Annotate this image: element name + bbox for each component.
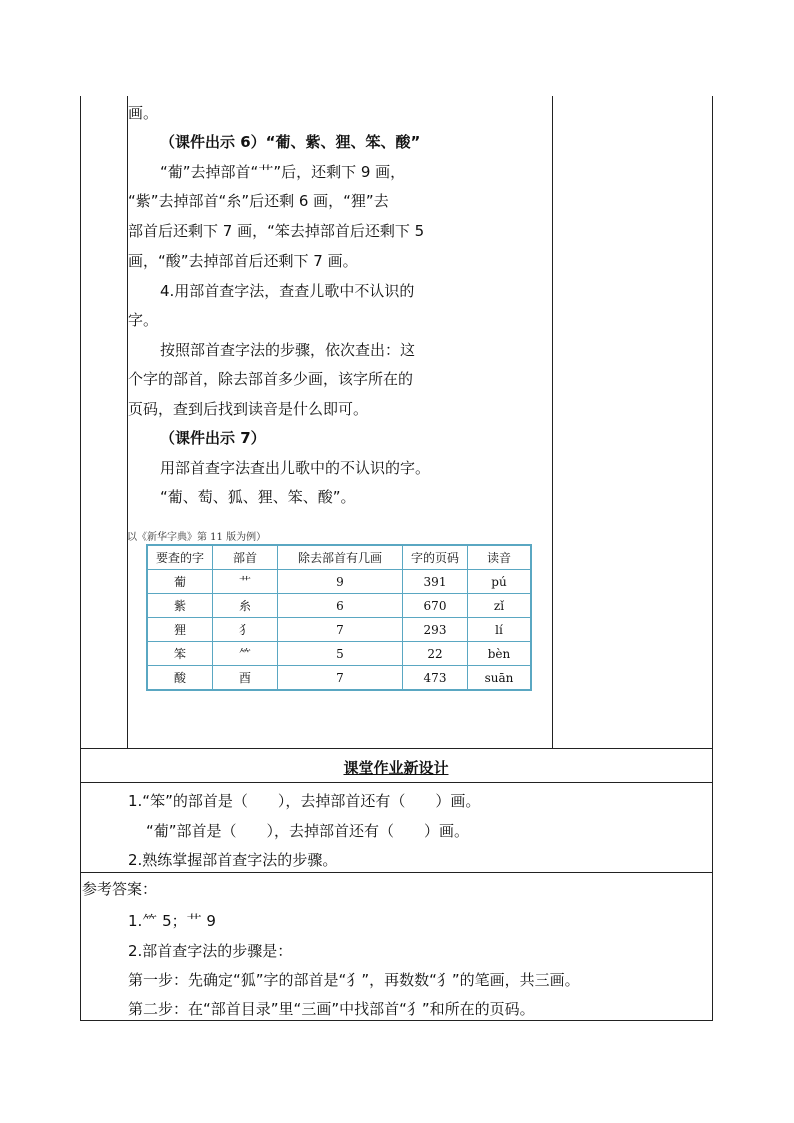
table-cell: 艹 — [213, 570, 278, 594]
answers-label: 参考答案： — [82, 880, 158, 898]
table-cell: bèn — [468, 642, 532, 666]
table-header: 要查的字 — [147, 545, 213, 570]
homework-title-text: 课堂作业新设计 — [343, 759, 449, 777]
table-cell: zǐ — [468, 594, 532, 618]
dictionary-table — [146, 544, 532, 691]
table-caption: 以《新华字典》第 11 版为例） — [127, 532, 267, 543]
homework-question-1b: “葡”部首是（ ），去掉部首还有（ ）画。 — [146, 822, 470, 840]
table-cell: 473 — [403, 666, 468, 691]
table-cell: 670 — [403, 594, 468, 618]
table-cell: ⺮ — [213, 642, 278, 666]
frame-right-border — [712, 96, 713, 1020]
table-row — [147, 642, 531, 666]
frame-left-border — [80, 96, 81, 1020]
table-cell: suān — [468, 666, 532, 691]
answer-2: 2.部首查字法的步骤是： — [128, 942, 293, 960]
table-cell: 糸 — [213, 594, 278, 618]
table-row — [147, 570, 531, 594]
lesson-line: 按照部首查字法的步骤，依次查出：这 — [160, 341, 416, 359]
table-cell: 7 — [278, 618, 403, 642]
lesson-line: 个字的部首，除去部首多少画，该字所在的 — [128, 370, 414, 388]
lesson-line: “葡”去掉部首“艹”后，还剩下 9 画， — [160, 163, 406, 181]
table-cell: 9 — [278, 570, 403, 594]
row-divider-top — [80, 748, 713, 749]
table-cell: 7 — [278, 666, 403, 691]
table-cell: 酉 — [213, 666, 278, 691]
table-cell: 犭 — [213, 618, 278, 642]
table-row — [147, 666, 531, 691]
table-cell: 293 — [403, 618, 468, 642]
answer-step-2: 第二步：在“部首目录”里“三画”中找部首“犭”和所在的页码。 — [128, 1000, 535, 1018]
lesson-line: 字。 — [128, 311, 159, 329]
table-header: 字的页码 — [403, 545, 468, 570]
lesson-line: “紫”去掉部首“糸”后还剩 6 画，“狸”去 — [128, 192, 389, 210]
table-header-row — [147, 545, 531, 570]
table-cell: 6 — [278, 594, 403, 618]
frame-bottom-border — [80, 1020, 713, 1021]
homework-question-1: 1.“笨”的部首是（ ），去掉部首还有（ ）画。 — [128, 792, 481, 810]
table-cell: lí — [468, 618, 532, 642]
table-row — [147, 618, 531, 642]
table-header: 部首 — [213, 545, 278, 570]
lesson-line: 部首后还剩下 7 画，“笨去掉部首后还剩下 5 — [128, 222, 425, 240]
table-cell: 葡 — [147, 570, 213, 594]
answer-1: 1.⺮ 5；艹 9 — [128, 912, 216, 930]
table-cell: 22 — [403, 642, 468, 666]
homework-question-2: 2.熟练掌握部首查字法的步骤。 — [128, 851, 338, 869]
homework-title — [80, 757, 712, 778]
column-divider-2 — [552, 96, 553, 748]
lesson-line: 画。 — [128, 104, 159, 122]
table-header: 除去部首有几画 — [278, 545, 403, 570]
table-cell: 紫 — [147, 594, 213, 618]
table-cell: pú — [468, 570, 532, 594]
lesson-line: 用部首查字法查出儿歌中的不认识的字。 — [160, 459, 431, 477]
table-cell: 391 — [403, 570, 468, 594]
row-divider-answers — [80, 872, 713, 873]
table-cell: 5 — [278, 642, 403, 666]
lesson-line: “葡、萄、狐、狸、笨、酸”。 — [160, 488, 356, 506]
table-header: 读音 — [468, 545, 532, 570]
row-divider-title — [80, 782, 713, 783]
lesson-line: 画，“酸”去掉部首后还剩下 7 画。 — [128, 252, 358, 270]
table-cell: 笨 — [147, 642, 213, 666]
table-cell: 酸 — [147, 666, 213, 691]
table-row — [147, 594, 531, 618]
lesson-line: （课件出示 6）“葡、紫、狸、笨、酸” — [160, 133, 421, 151]
table-cell: 狸 — [147, 618, 213, 642]
lesson-line: （课件出示 7） — [160, 429, 266, 447]
lesson-line: 页码，查到后找到读音是什么即可。 — [128, 400, 369, 418]
answer-step-1: 第一步：先确定“狐”字的部首是“犭”，再数数“犭”的笔画，共三画。 — [128, 971, 580, 989]
lesson-line: 4.用部首查字法，查查儿歌中不认识的 — [160, 282, 415, 300]
